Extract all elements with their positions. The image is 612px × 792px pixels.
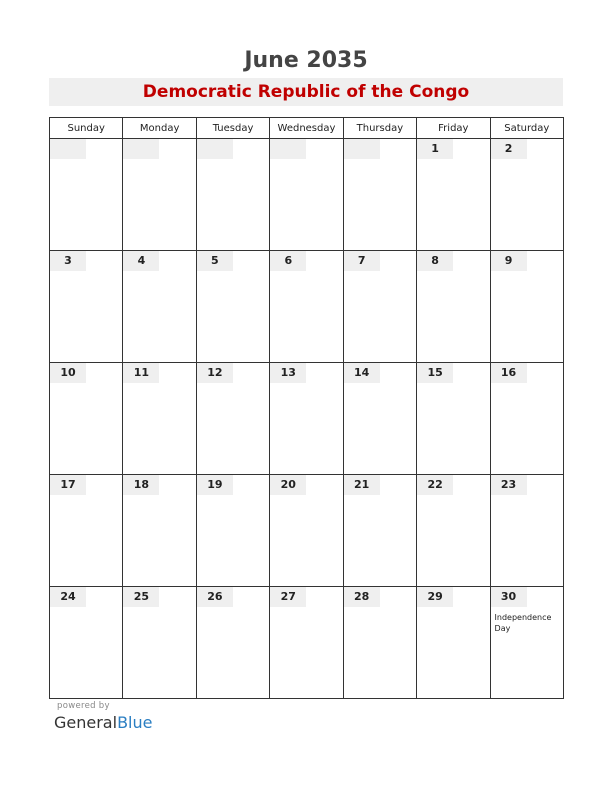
day-cell[interactable] [417,475,490,587]
day-cell[interactable] [490,139,563,251]
day-cell[interactable] [417,251,490,363]
day-cell[interactable] [417,139,490,251]
day-cell[interactable] [123,587,196,699]
day-cell[interactable] [270,475,343,587]
day-number: 25 [123,587,159,607]
weekday-monday: Monday [123,118,196,139]
day-number: 20 [270,475,306,495]
day-cell[interactable] [196,139,269,251]
day-cell[interactable] [50,475,123,587]
day-number: 10 [50,363,86,383]
day-number: 3 [50,251,86,271]
day-number: 22 [417,475,453,495]
day-number: 19 [197,475,233,495]
day-number: 2 [491,139,527,159]
day-cell[interactable] [196,363,269,475]
day-cell[interactable] [490,363,563,475]
day-number: 13 [270,363,306,383]
generalblue-logo[interactable] [54,713,152,732]
day-number: 14 [344,363,380,383]
day-cell[interactable] [123,363,196,475]
brand-blue: Blue [117,713,153,732]
day-number: 28 [344,587,380,607]
day-number: 30 [491,587,527,607]
day-cell[interactable] [343,363,416,475]
day-cell[interactable] [270,363,343,475]
day-cell[interactable] [490,251,563,363]
day-cell[interactable] [123,475,196,587]
day-cell[interactable] [490,587,563,699]
day-cell[interactable] [343,587,416,699]
day-cell[interactable] [417,587,490,699]
day-number: 24 [50,587,86,607]
holiday-label: Independence Day [494,613,552,633]
brand-general: General [54,713,118,732]
day-number [123,139,159,159]
day-number: 8 [417,251,453,271]
day-number [197,139,233,159]
day-number: 15 [417,363,453,383]
day-number: 5 [197,251,233,271]
day-cell[interactable] [50,363,123,475]
day-cell[interactable] [123,251,196,363]
day-number: 18 [123,475,159,495]
day-cell[interactable] [417,363,490,475]
weekday-header-row [50,118,564,139]
day-cell[interactable] [196,251,269,363]
weekday-saturday: Saturday [490,118,563,139]
week-row [50,363,564,475]
day-cell[interactable] [270,139,343,251]
weekday-friday: Friday [417,118,490,139]
weekday-thursday: Thursday [343,118,416,139]
day-number: 12 [197,363,233,383]
day-cell[interactable] [196,475,269,587]
day-number: 16 [491,363,527,383]
day-number: 7 [344,251,380,271]
day-number: 27 [270,587,306,607]
month-title: June 2035 [244,48,368,73]
day-cell[interactable] [123,139,196,251]
day-number [50,139,86,159]
week-row [50,475,564,587]
day-cell[interactable] [196,587,269,699]
day-number: 23 [491,475,527,495]
powered-by-label: powered by [57,701,110,711]
weekday-tuesday: Tuesday [196,118,269,139]
calendar-grid [49,117,564,699]
day-number [270,139,306,159]
day-cell[interactable] [50,139,123,251]
day-number: 9 [491,251,527,271]
weekday-sunday: Sunday [50,118,123,139]
weekday-wednesday: Wednesday [270,118,343,139]
day-number: 6 [270,251,306,271]
day-number [344,139,380,159]
day-cell[interactable] [270,587,343,699]
week-row [50,587,564,699]
day-cell[interactable] [50,251,123,363]
day-number: 1 [417,139,453,159]
week-row [50,251,564,363]
day-number: 26 [197,587,233,607]
country-name: Democratic Republic of the Congo [142,82,470,102]
country-banner [49,78,563,106]
day-number: 4 [123,251,159,271]
day-number: 11 [123,363,159,383]
week-row [50,139,564,251]
day-cell[interactable] [50,587,123,699]
day-cell[interactable] [270,251,343,363]
day-cell[interactable] [343,251,416,363]
day-number: 29 [417,587,453,607]
day-cell[interactable] [490,475,563,587]
day-cell[interactable] [343,475,416,587]
day-number: 17 [50,475,86,495]
day-number: 21 [344,475,380,495]
day-cell[interactable] [343,139,416,251]
